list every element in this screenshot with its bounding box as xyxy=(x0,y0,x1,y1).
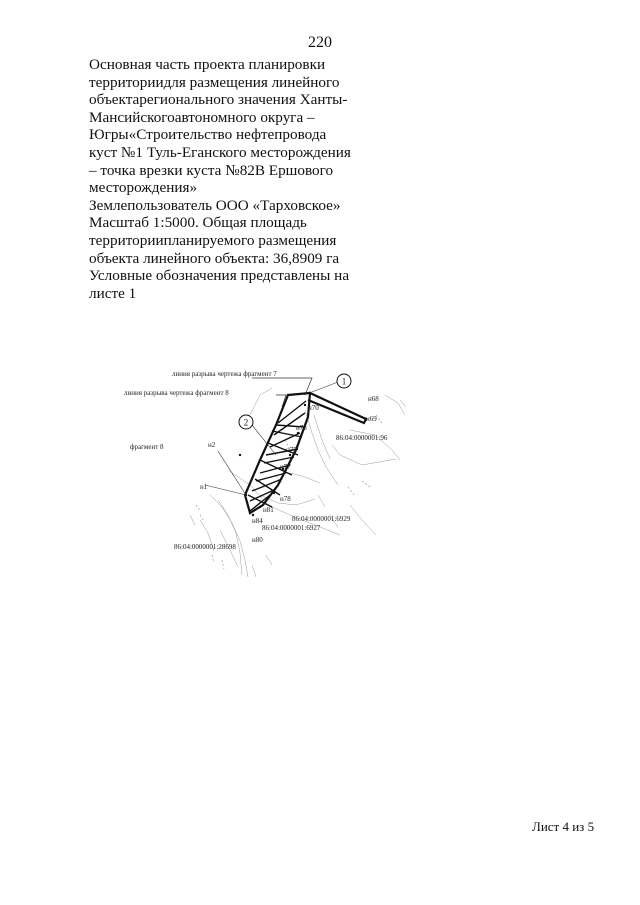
area-line: объекта линейного объекта: 36,8909 га xyxy=(89,249,340,267)
title-line: объектарегионального значения Ханты- xyxy=(89,91,348,109)
point-label-n69: н69 xyxy=(366,415,377,423)
break-line-8-label: линия разрыва чертежа фрагмент 8 xyxy=(124,389,229,397)
svg-text:1: 1 xyxy=(341,376,347,387)
title-line: куст №1 Туль-Еганского месторождения xyxy=(89,143,351,161)
label-leaders xyxy=(205,382,338,495)
page-number: 220 xyxy=(308,34,332,51)
title-line: месторождения» xyxy=(89,179,198,197)
break-line-7-label: линия разрыва чертежа фрагмент 7 xyxy=(172,370,277,378)
document-title-block xyxy=(89,56,379,302)
fragment-8-label: фрагмент 8 xyxy=(130,443,164,451)
point-label-n68: н68 xyxy=(368,395,379,403)
title-line: Югры«Строительство нефтепровода xyxy=(89,126,327,144)
point-label-n80: н80 xyxy=(252,536,263,544)
parcel-label-6927: 86:04:0000001:6927 xyxy=(262,524,321,532)
legend-note-line: Условные обозначения представлены на xyxy=(89,267,350,285)
title-line: Мансийскогоавтономного округа – xyxy=(89,108,315,126)
legend-note-line: листе 1 xyxy=(89,284,137,302)
point-label-n77: н77 xyxy=(280,463,291,471)
fragment-marker-1 xyxy=(337,374,351,388)
site-plan-drawing xyxy=(100,355,430,585)
parcel-label-28698: 86:04:0000001:28698 xyxy=(174,543,236,551)
parcel-label-6929: 86:04:0000001:6929 xyxy=(292,515,351,523)
point-label-n1: н1 xyxy=(200,483,208,491)
title-line: Основная часть проекта планировки xyxy=(89,56,326,73)
corridor-mesh xyxy=(248,401,306,511)
parcel-label-96: 86:04:0000001:96 xyxy=(336,434,388,442)
title-line: территориидля размещения линейного xyxy=(89,73,340,91)
area-line: территориипланируемого размещения xyxy=(89,231,337,249)
point-label-n70: н70 xyxy=(308,404,319,412)
point-label-n73: н73 xyxy=(296,424,307,432)
point-label-n78: н78 xyxy=(280,495,291,503)
svg-text:2: 2 xyxy=(243,417,249,428)
fragment-marker-2 xyxy=(239,415,253,429)
point-label-n2: н2 xyxy=(208,441,216,449)
point-label-n84: н84 xyxy=(252,517,263,525)
land-user-line: Землепользователь ООО «Тарховское» xyxy=(89,196,341,214)
title-line: – точка врезки куста №82В Ершового xyxy=(89,161,334,179)
point-label-n75: н75 xyxy=(286,446,297,454)
point-label-n81: н81 xyxy=(263,506,274,514)
sheet-counter: Лист 4 из 5 xyxy=(532,819,595,834)
scale-line: Масштаб 1:5000. Общая площадь xyxy=(89,214,307,232)
